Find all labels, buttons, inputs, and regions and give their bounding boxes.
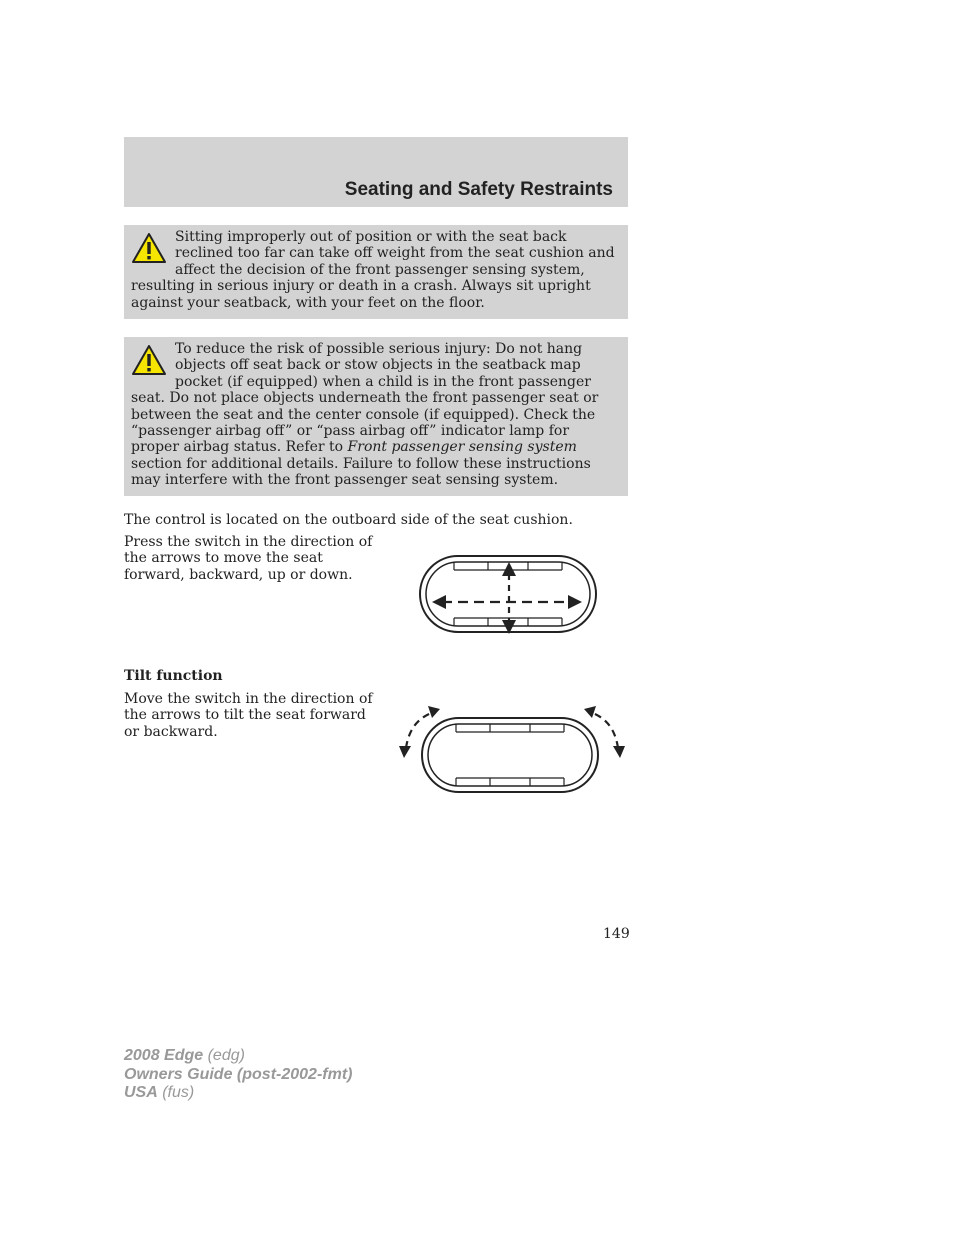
warning-text-1: Sitting improperly out of position or with the seat back reclined too far can take off weight from the seat cushion and affect the decision of the front passenger sensing system, resulting in serious injury or death in a crash. Always sit upright against your seatback, with your feet on the floor. bbox=[131, 229, 615, 311]
warning-triangle-icon bbox=[131, 343, 167, 377]
footer-guide: Owners Guide (post-2002-fmt) bbox=[124, 1065, 353, 1083]
tilt-function-heading: Tilt function bbox=[124, 668, 223, 684]
section-header bbox=[124, 137, 628, 207]
warning-box-1 bbox=[124, 225, 628, 319]
document-footer bbox=[124, 1047, 352, 1103]
warning-text-2-after: section for additional details. Failure to follow these instructions may interfere with the front passenger seat sensing system. bbox=[131, 455, 591, 489]
tilt-instructions-text: Move the switch in the direction of the arrows to tilt the seat forward or backward. bbox=[124, 691, 373, 740]
warning-text-2-before: To reduce the risk of possible serious injury: Do not hang objects off seat back or stow objects in the seatback map pocket (if equipped) when a child is in the front passenger seat. Do not place objects underneath the front passenger seat or between the seat and the center console (if equipped). Check the “passenger airbag off” or “pass airbag off” indicator lamp for proper airbag status. Refer to bbox=[131, 341, 599, 456]
press-switch-text: Press the switch in the direction of the arrows to move the seat forward, backward, up or down. bbox=[124, 534, 373, 583]
seat-switch-4way-diagram bbox=[412, 552, 604, 636]
footer-market-code: (fus) bbox=[157, 1084, 195, 1101]
footer-model: 2008 Edge bbox=[124, 1047, 204, 1064]
warning-triangle-icon bbox=[131, 231, 167, 265]
section-title: Seating and Safety Restraints bbox=[344, 179, 613, 200]
footer-model-code: (edg) bbox=[203, 1047, 245, 1064]
control-location-text: The control is located on the outboard side of the seat cushion. bbox=[124, 512, 573, 528]
footer-market: USA bbox=[124, 1084, 158, 1101]
warning-box-2 bbox=[124, 337, 628, 496]
seat-switch-tilt-diagram bbox=[396, 700, 628, 796]
warning-text-2-link: Front passenger sensing system bbox=[347, 439, 577, 456]
page-number: 149 bbox=[603, 926, 630, 942]
